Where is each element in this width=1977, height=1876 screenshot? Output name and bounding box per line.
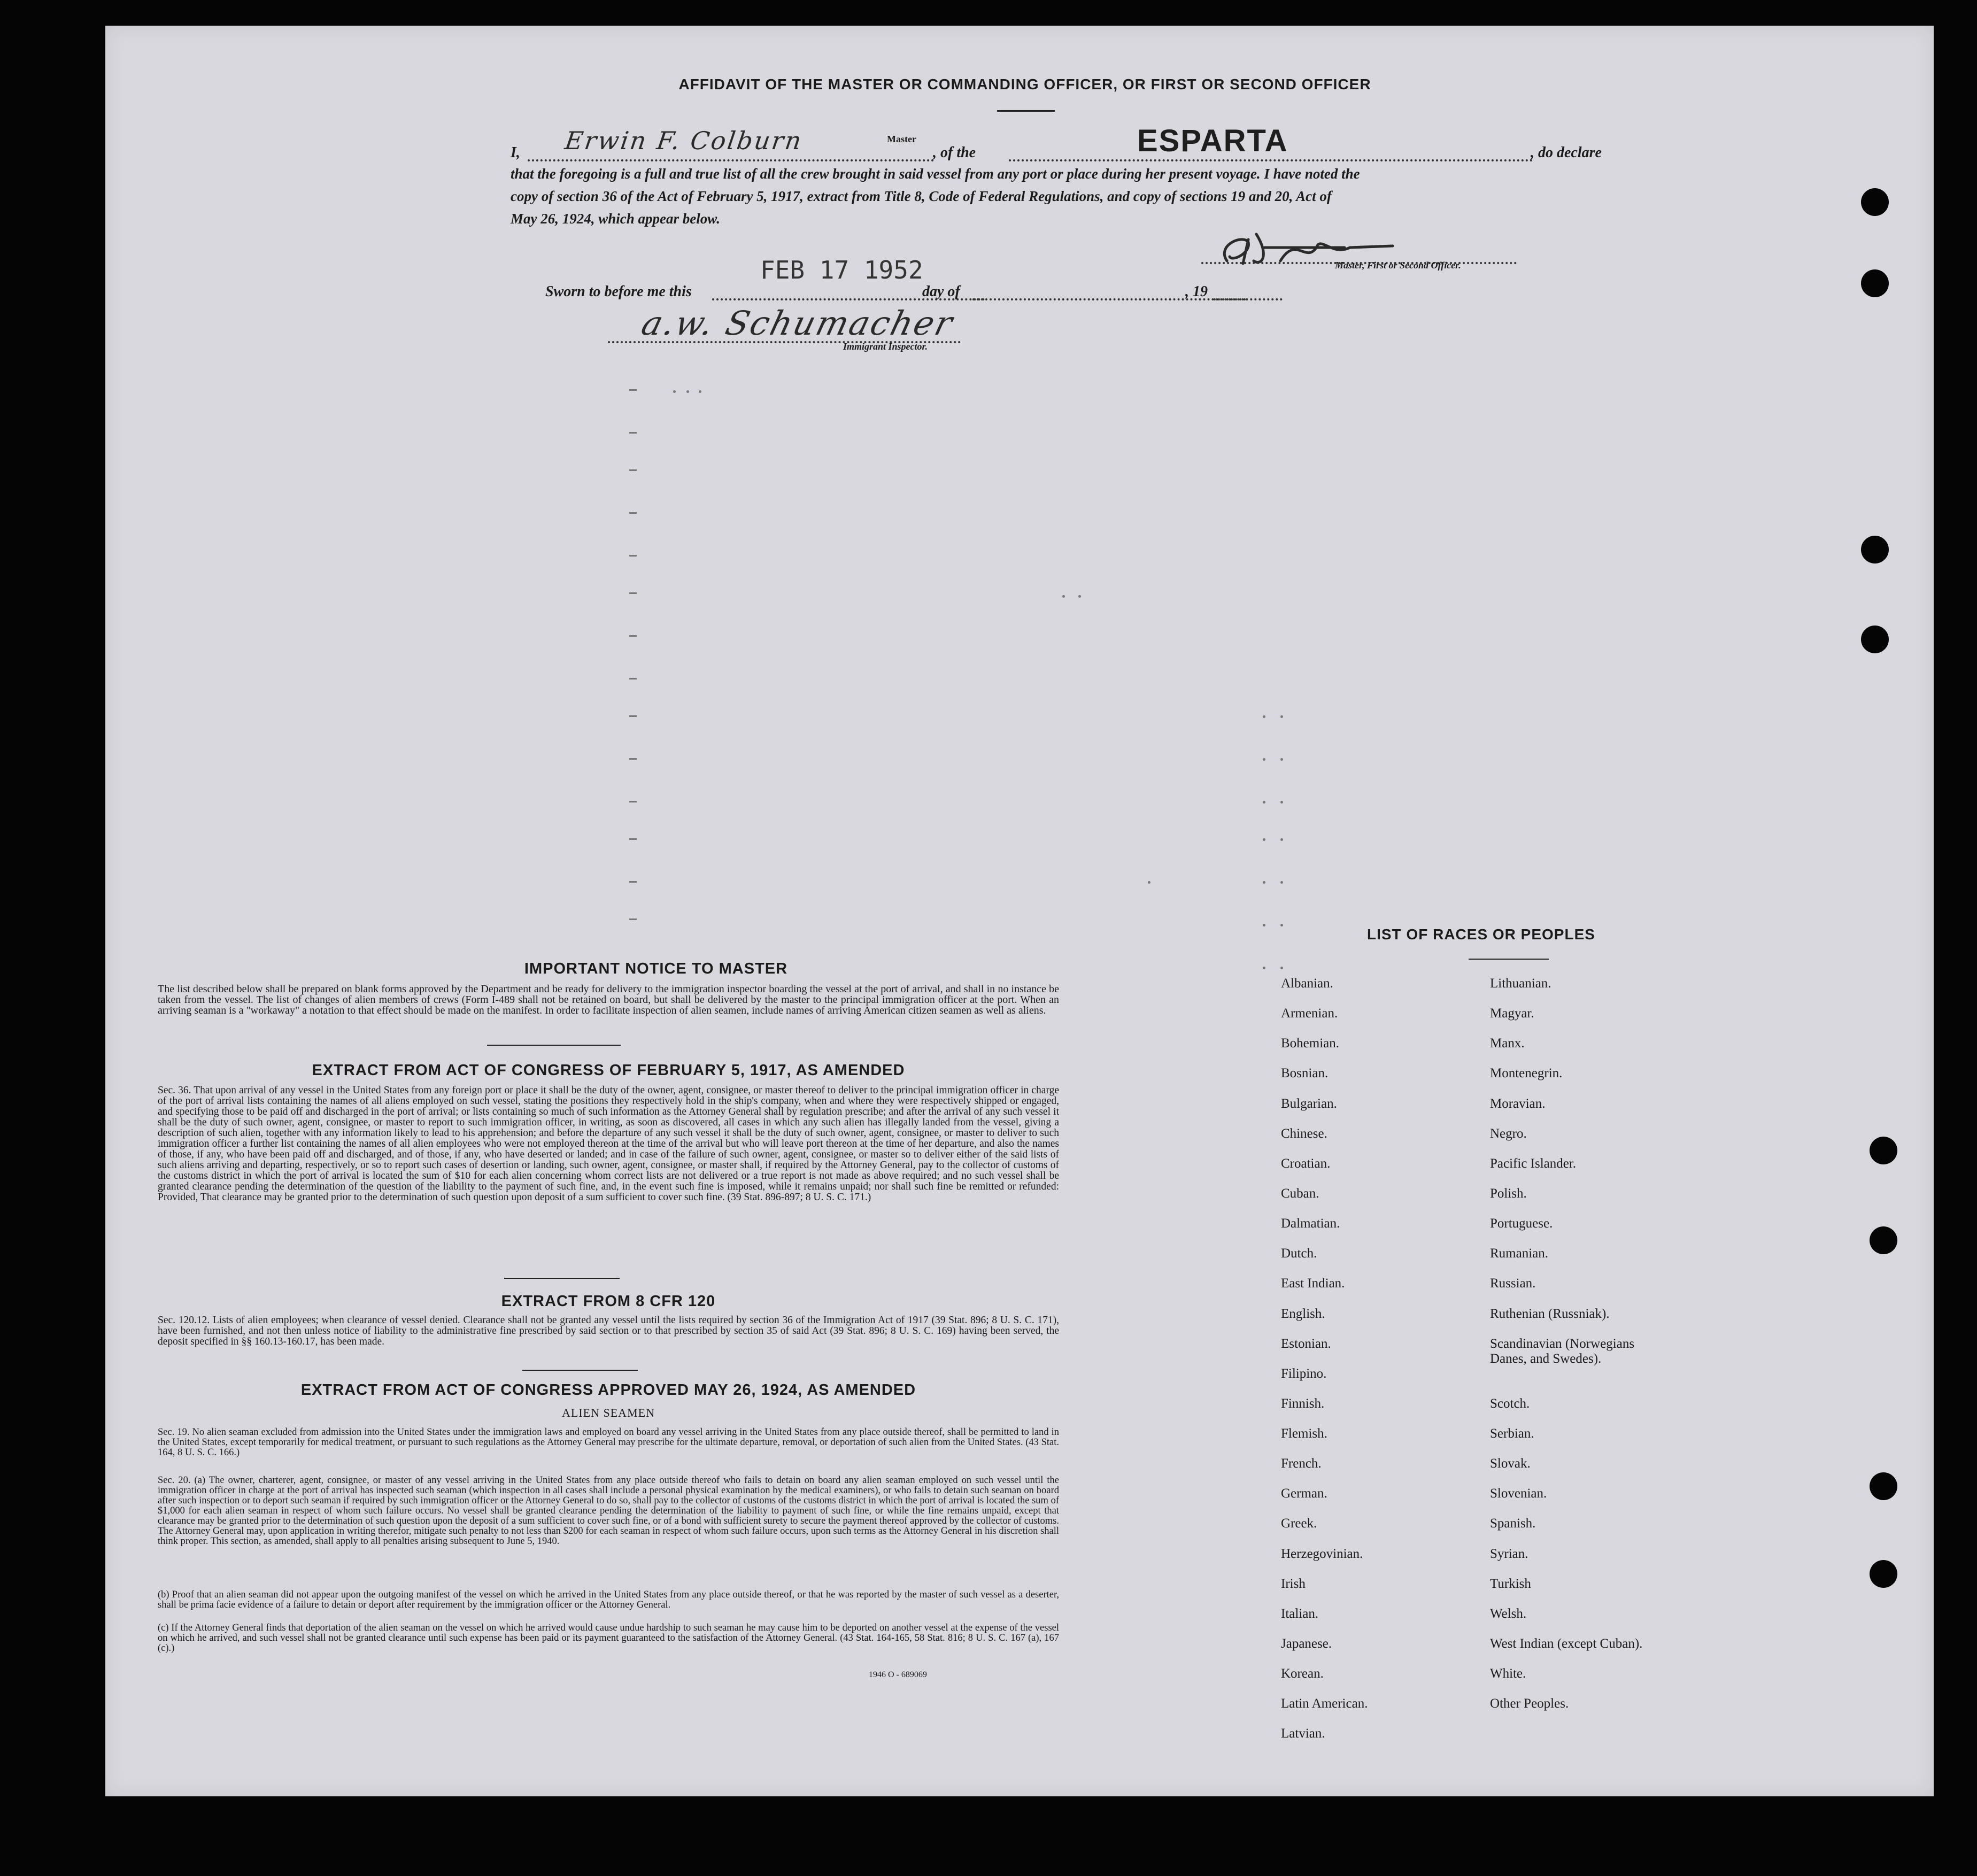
print-code: 1946 O - 689069: [869, 1670, 927, 1679]
race-left-12: Estonian.: [1281, 1337, 1331, 1351]
race-left-6: Croatian.: [1281, 1156, 1331, 1171]
margin-tick: [629, 838, 637, 840]
title-rule: [997, 110, 1055, 112]
punch-hole: [1861, 269, 1889, 297]
extract-1917-text: Sec. 36. That upon arrival of any vessel in the United States from any foreign port or place it shall be the duty of the owner, agent, consignee, or master thereof to deliver to the principal immigration officer in charge of the port of arrival lists containing the names of all aliens employed on such vessel, stating the positions they respectively hold in the ship's company, when and where they were respectively shipped or engaged, and specifying those to be paid off and discharged in the port of arrival; or lists containing so much of such information as the Attorney General shall by regulation prescribe; and after the arrival of any such vessel it shall be the duty of such owner, agent, consignee, or master to report to such immigration officer, in writing, as soon as discovered, all cases in which any such alien has illegally landed from the vessel, giving a description of such alien, together with any information likely to lead to his apprehension; and before the departure of any such vessel it shall be the duty of such owner, agent, consignee, or master to deliver to such immigration officer a further list containing the names of all alien employees who were not employed thereon at the time of the arrival but who will leave port thereon at the time of her departure, and also the names of those, if any, who have been paid off and discharged, and of those, if any, who have deserted or landed; and in case of the failure of such owner, agent, consignee, or master so to deliver either of the said lists of such aliens arriving and departing, respectively, or so to report such cases of desertion or landing, such owner, agent, consignee, or master shall, if required by the Attorney General, pay to the collector of customs of the customs district in which the port of arrival is located the sum of $10 for each alien concerning whom correct lists are not delivered or a true report is not made as above required; and no such vessel shall be granted clearance pending the determination of the question of the liability to the payment of such fine, and, in the event such fine is imposed, while it remains unpaid; nor shall such fine be remitted or refunded: Provided, That clearance may be granted prior to the determination of such question upon deposit of a sum sufficient to cover such fine. (39 Stat. 896-897; 8 U. S. C. 171.): [158, 1085, 1059, 1203]
speck: [1280, 924, 1283, 927]
race-left-22: Japanese.: [1281, 1636, 1332, 1651]
race-right-22: White.: [1490, 1666, 1526, 1681]
margin-tick: [629, 555, 637, 557]
do-declare-label: , do declare: [1531, 144, 1602, 161]
race-right-17: Spanish.: [1490, 1516, 1536, 1531]
race-left-2: Bohemian.: [1281, 1036, 1340, 1051]
master-name-line: [528, 159, 934, 161]
punch-hole: [1861, 626, 1889, 653]
race-left-0: Albanian.: [1281, 976, 1333, 991]
extract-cfr-text: Sec. 120.12. Lists of alien employees; when clearance of vessel denied. Clearance shall not be granted any vessel until the lists required by section 36 of the Immigration Act of 1917 (39 Stat. 896; 8 U. S. C. 171), have been furnished, and not then unless notice of liability to the administrative fine prescribed by said section or to that prescribed by section 35 of said Act (39 Stat. 896; 8 U. S. C. 169) having been served, the deposit specified in §§ 160.13-160.17, has been made.: [158, 1315, 1059, 1347]
speck: [1280, 715, 1283, 718]
speck: [1263, 758, 1265, 761]
document-page: [105, 26, 1934, 1796]
race-right-23: Other Peoples.: [1490, 1696, 1569, 1711]
inspector-caption: Immigrant Inspector.: [843, 341, 928, 352]
race-right-13: Scotch.: [1490, 1396, 1530, 1411]
year-prefix-label: , 19: [1185, 283, 1208, 300]
punch-hole: [1870, 1472, 1897, 1500]
race-right-21: West Indian (except Cuban).: [1490, 1636, 1643, 1651]
race-right-6: Pacific Islander.: [1490, 1156, 1577, 1171]
race-left-14: Finnish.: [1281, 1396, 1325, 1411]
sworn-year-line: [1214, 298, 1246, 300]
of-the-label: , of the: [933, 144, 976, 161]
punch-hole: [1870, 1226, 1897, 1254]
notice-rule: [487, 1045, 621, 1046]
vessel-name: ESPARTA: [1137, 123, 1288, 158]
speck: [1280, 967, 1283, 969]
race-right-18: Syrian.: [1490, 1547, 1528, 1561]
i-label: I,: [511, 144, 520, 161]
speck: [1062, 595, 1065, 598]
race-left-24: Latin American.: [1281, 1696, 1368, 1711]
race-right-8: Portuguese.: [1490, 1216, 1553, 1231]
race-right-15: Slovak.: [1490, 1456, 1531, 1471]
race-right-20: Welsh.: [1490, 1607, 1527, 1621]
speck: [1078, 595, 1081, 598]
race-left-9: Dutch.: [1281, 1246, 1317, 1261]
extract-1924-sec20a: Sec. 20. (a) The owner, charterer, agent, consignee, or master of any vessel arriving in the United States from any place outside thereof who fails to detain on board any alien seaman employed on such vessel until the immigration officer in charge at the port of arrival has inspected such seaman (which inspection in all cases shall include a personal physical examination by the medical examiners), or who fails to detain such seaman on board after such inspection or to deport such seaman if required by such immigration officer or the Attorney General to do so, shall pay to the collector of customs of the customs district in which the port of arrival is located the sum of $1,000 for each alien seaman in respect of whom such failure occurs. No vessel shall be granted clearance pending the determination of the liability to payment of such fine, or while the fine remains unpaid, except that clearance may be granted prior to the determination of such question upon the deposit of a sum sufficient to cover such fine, or of a bond with sufficient surety to secure the payment thereof approved by the collector of customs. The Attorney General may, upon application in writing therefor, mitigate such penalty to not less than $200 for each seaman in respect of whom such failure occurs, upon such terms as the Attorney General in his discretion shall think proper. This section, as amended, shall apply to all penalties arising subsequent to June 5, 1940.: [158, 1475, 1059, 1547]
master-signature-caption: Master, First or Second Officer.: [1335, 260, 1461, 271]
race-right-0: Lithuanian.: [1490, 976, 1551, 991]
punch-hole: [1861, 536, 1889, 563]
sworn-label: Sworn to before me this: [545, 283, 692, 300]
race-right-7: Polish.: [1490, 1186, 1527, 1201]
race-right-3: Montenegrin.: [1490, 1066, 1563, 1080]
race-left-18: Greek.: [1281, 1516, 1317, 1531]
race-left-23: Korean.: [1281, 1666, 1324, 1681]
race-left-1: Armenian.: [1281, 1006, 1338, 1021]
vessel-name-line: [1009, 159, 1533, 161]
day-of-label: day of: [922, 283, 960, 300]
race-left-21: Italian.: [1281, 1607, 1319, 1621]
speck: [673, 390, 676, 393]
master-role-label: Master: [887, 134, 916, 144]
race-left-11: English.: [1281, 1307, 1325, 1321]
race-left-7: Cuban.: [1281, 1186, 1319, 1201]
races-rule: [1469, 959, 1549, 960]
race-left-17: German.: [1281, 1486, 1327, 1501]
margin-tick: [629, 715, 637, 717]
margin-tick: [629, 801, 637, 802]
speck: [1263, 924, 1265, 927]
race-left-13: Filipino.: [1281, 1367, 1327, 1381]
race-right-9: Rumanian.: [1490, 1246, 1549, 1261]
race-left-3: Bosnian.: [1281, 1066, 1329, 1080]
extract-1924-sec20c: (c) If the Attorney General finds that deportation of the alien seaman on the vessel on which he arrived would cause undue hardship to such seaman he may cause him to be deported on another vessel at the expense of the vessel on which he arrived, and such vessel shall not be granted clearance until such expense has been paid or its payment guaranteed to the satisfaction of the Attorney General. (43 Stat. 164-165, 58 Stat. 816; 8 U. S. C. 167 (a), 167 (c).): [158, 1623, 1059, 1654]
race-right-5: Negro.: [1490, 1126, 1527, 1141]
speck: [1263, 715, 1265, 718]
speck: [1263, 801, 1265, 804]
sworn-date-stamp: FEB 17 1952: [760, 256, 923, 284]
master-name-handwritten: Erwin F. Colburn: [563, 126, 805, 155]
speck: [686, 390, 689, 393]
races-title: LIST OF RACES OR PEOPLES: [1367, 926, 1595, 943]
punch-hole: [1870, 1137, 1897, 1164]
speck: [1280, 838, 1283, 841]
race-left-20: Irish: [1281, 1577, 1306, 1591]
speck: [699, 390, 701, 393]
speck: [1263, 838, 1265, 841]
speck: [1263, 881, 1265, 884]
speck: [1280, 881, 1283, 884]
margin-tick: [629, 469, 637, 471]
race-right-1: Magyar.: [1490, 1006, 1534, 1021]
race-right-10: Russian.: [1490, 1276, 1536, 1291]
speck: [1148, 881, 1150, 884]
race-left-15: Flemish.: [1281, 1426, 1327, 1441]
extract-1924-title: EXTRACT FROM ACT OF CONGRESS APPROVED MAY 26, 1924, AS AMENDED: [300, 1381, 916, 1399]
notice-title: IMPORTANT NOTICE TO MASTER: [524, 960, 788, 977]
race-right-19: Turkish: [1490, 1577, 1531, 1591]
race-left-5: Chinese.: [1281, 1126, 1327, 1141]
punch-hole: [1870, 1560, 1897, 1588]
margin-tick: [629, 678, 637, 680]
race-right-4: Moravian.: [1490, 1097, 1546, 1111]
race-left-19: Herzegovinian.: [1281, 1547, 1363, 1561]
notice-text: The list described below shall be prepared on blank forms approved by the Department and be ready for delivery to the immigration inspector boarding the vessel at the port of arrival, and shall in no instance be taken from the vessel. The list of changes of alien members of crews (Form I-489 shall not be retained on board, but shall be delivered by the master to the principal immigration officer at the port. When an arriving seaman is a "workaway" a notation to that effect should be made on the manifest. In order to facilitate inspection of alien seamen, include names of arriving American citizen seamen as well as aliens.: [158, 983, 1059, 1016]
race-left-16: French.: [1281, 1456, 1322, 1471]
extract-1924-sec20b: (b) Proof that an alien seaman did not appear upon the outgoing manifest of the vessel on which he arrived in the United States from any place outside thereof, or that he was reported by the master of such vessel as a deserter, shall be prima facie evidence of a failure to detain or deport after requirement by the immigration officer or the Attorney General.: [158, 1589, 1059, 1610]
race-left-10: East Indian.: [1281, 1276, 1345, 1291]
extract-1924-subtitle: ALIEN SEAMEN: [562, 1406, 655, 1419]
extract-cfr-rule: [522, 1370, 638, 1371]
speck: [1280, 801, 1283, 804]
declaration-line-3: May 26, 1924, which appear below.: [511, 211, 721, 227]
extract-1917-title: EXTRACT FROM ACT OF CONGRESS OF FEBRUARY 5, 1917, AS AMENDED: [312, 1062, 905, 1079]
declaration-line-2: copy of section 36 of the Act of February 5, 1917, extract from Title 8, Code of Federal Regulations, and copy of sections 19 and 20, Act of: [511, 188, 1332, 204]
margin-tick: [629, 432, 637, 434]
margin-tick: [629, 512, 637, 514]
punch-hole: [1861, 188, 1889, 216]
extract-cfr-title: EXTRACT FROM 8 CFR 120: [501, 1293, 716, 1310]
race-left-25: Latvian.: [1281, 1726, 1325, 1741]
declaration-line-1: that the foregoing is a full and true list of all the crew brought in said vessel from any port or place during her present voyage. I have noted the: [511, 166, 1360, 182]
inspector-signature: a.w. Schumacher: [637, 304, 958, 343]
speck: [1263, 967, 1265, 969]
race-right-16: Slovenian.: [1490, 1486, 1547, 1501]
extract-1924-sec19: Sec. 19. No alien seaman excluded from admission into the United States under the immigration laws and employed on board any vessel arriving in the United States from any place outside thereof, shall be permitted to land in the United States, except temporarily for medical treatment, or pursuant to such regulations as the Attorney General may prescribe for the ultimate departure, removal, or deportation of such alien from the United States. (43 Stat. 164, 8 U. S. C. 166.): [158, 1427, 1059, 1458]
race-right-11: Ruthenian (Russniak).: [1490, 1307, 1610, 1321]
race-left-4: Bulgarian.: [1281, 1097, 1337, 1111]
race-left-8: Dalmatian.: [1281, 1216, 1340, 1231]
race-right-12: Scandinavian (Norwegians Danes, and Swedes).: [1490, 1337, 1635, 1366]
race-right-14: Serbian.: [1490, 1426, 1534, 1441]
margin-tick: [629, 389, 637, 391]
margin-tick: [629, 635, 637, 637]
margin-tick: [629, 592, 637, 594]
margin-tick: [629, 758, 637, 760]
affidavit-title: AFFIDAVIT OF THE MASTER OR COMMANDING OFFICER, OR FIRST OR SECOND OFFICER: [678, 76, 1371, 92]
margin-tick: [629, 918, 637, 920]
margin-tick: [629, 881, 637, 883]
extract-1917-rule: [504, 1278, 620, 1279]
race-right-2: Manx.: [1490, 1036, 1525, 1051]
speck: [1280, 758, 1283, 761]
